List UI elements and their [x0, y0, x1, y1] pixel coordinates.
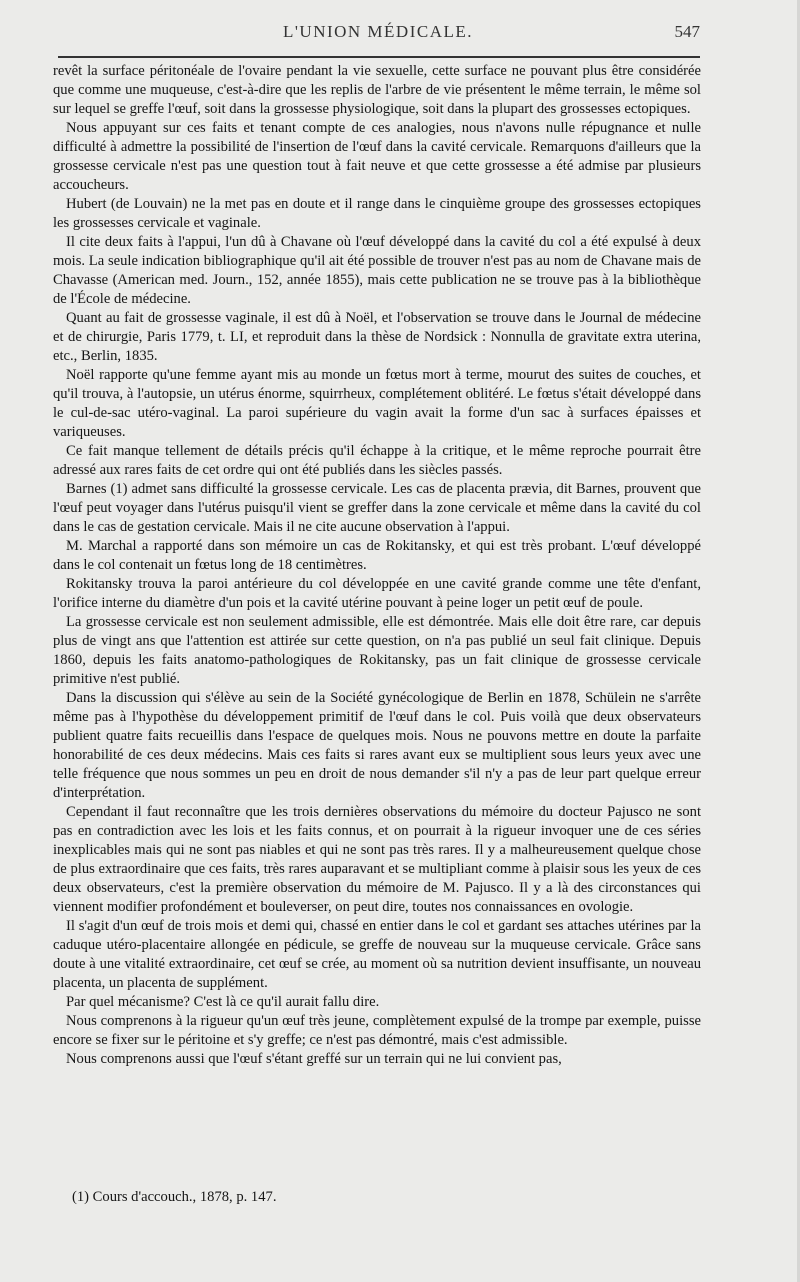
paragraph: Cependant il faut reconnaître que les trois dernières observations du mémoire du docteur Pajusco ne sont pas en contradiction avec les lois et les faits connus, et on pourrait à la rigueur invoquer une de ces séries inexplicables mais qui ne sont pas niables et qui ne sont pas très rares. Il y a malheureusement quelque chose de plus extraordinaire que ces faits, très rares auparavant et se multipliant comme à plaisir sous les yeux de ces deux observateurs, c'est la première observation du mémoire de M. Pajusco. Il y a là des circonstances qui viennent modifier profondément et bouleverser, on peut dire, toutes nos connaissances en ovologie. — [53, 804, 701, 915]
paragraph: revêt la surface péritonéale de l'ovaire pendant la vie sexuelle, cette surface ne pouvant plus être considérée que comme une muqueuse, c'est-à-dire que les replis de l'arbre de vie présentent le même terrain, le même sol sur lequel se greffe l'œuf, soit dans la grossesse physiologique, soit dans la plupart des grossesses ectopiques. — [53, 63, 701, 117]
paragraph: Il s'agit d'un œuf de trois mois et demi qui, chassé en entier dans le col et gardant ses attaches utérines par la caduque utéro-placentaire allongée en pédicule, se greffe de nouveau sur la muqueuse cervicale. Grâce sans doute à une vitalité extraordinaire, cet œuf se crée, au moment où sa nutrition devient insuffisante, un nouveau placenta, un placenta de supplément. — [53, 918, 701, 991]
paragraph: Nous appuyant sur ces faits et tenant compte de ces analogies, nous n'avons nulle répugnance et nulle difficulté à admettre la possibilité de l'insertion de l'œuf dans la cavité cervicale. Remarquons d'ailleurs que la grossesse cervicale n'est pas une question tout à fait neuve et que cette grossesse a été admise par plusieurs accoucheurs. — [53, 120, 701, 193]
paragraph: Par quel mécanisme? C'est là ce qu'il aurait fallu dire. — [66, 994, 380, 1010]
page-number: 547 — [674, 22, 700, 41]
paragraph: Noël rapporte qu'une femme ayant mis au monde un fœtus mort à terme, mourut des suites de couches, et qu'il trouva, à l'autopsie, un utérus énorme, squirrheux, complétement oblitéré. Le fœtus s'était développé dans le cul-de-sac utéro-vaginal. La paroi supérieure du vagin avait la forme d'un sac à surfaces épaisses et variqueuses. — [53, 367, 701, 440]
body-text — [53, 62, 701, 1069]
header-rule — [58, 56, 700, 58]
footnote: (1) Cours d'accouch., 1878, p. 147. — [72, 1189, 277, 1205]
paragraph: Nous comprenons aussi que l'œuf s'étant greffé sur un terrain qui ne lui convient pas, — [66, 1051, 562, 1067]
paragraph: Ce fait manque tellement de détails précis qu'il échappe à la critique, et le même reproche pourrait être adressé aux rares faits de cet ordre qui ont été publiés dans les siècles passés. — [53, 443, 701, 478]
paragraph: Barnes (1) admet sans difficulté la grossesse cervicale. Les cas de placenta prævia, dit Barnes, prouvent que l'œuf peut voyager dans l'utérus puisqu'il vient se greffer dans la zone cervicale et même dans la cavité du col dans le cas de gestation cervicale. Mais il ne cite aucune observation à l'appui. — [53, 481, 701, 535]
paragraph: Nous comprenons à la rigueur qu'un œuf très jeune, complètement expulsé de la trompe par exemple, puisse encore se fixer sur le péritoine et s'y greffe; ce n'est pas démontré, mais c'est admissible. — [53, 1013, 701, 1048]
paragraph: M. Marchal a rapporté dans son mémoire un cas de Rokitansky, et qui est très probant. L'œuf développé dans le col contenait un fœtus long de 18 centimètres. — [53, 538, 701, 573]
paragraph: La grossesse cervicale est non seulement admissible, elle est démontrée. Mais elle doit être rare, car depuis plus de vingt ans que l'attention est attirée sur cette question, on n'a pas publié un seul fait clinique. Depuis 1860, depuis les faits anatomo-pathologiques de Rokitansky, pas un fait clinique de grossesse cervicale primitive n'est publié. — [53, 614, 701, 687]
page-header — [52, 18, 704, 48]
paragraph: Il cite deux faits à l'appui, l'un dû à Chavane où l'œuf développé dans la cavité du col a été expulsé à deux mois. La seule indication bibliographique qu'il ait été possible de trouver n'est pas au nom de Chavane mais de Chavasse (American med. Journ., 152, année 1855), mais cette publication ne se trouve pas à la bibliothèque de l'École de médecine. — [53, 234, 701, 307]
running-title: L'UNION MÉDICALE. — [282, 22, 474, 41]
paragraph: Rokitansky trouva la paroi antérieure du col développée en une cavité grande comme une tête d'enfant, l'orifice interne du diamètre d'un pois et la cavité utérine pouvant à peine loger un petit œuf de poule. — [53, 576, 701, 611]
paragraph: Dans la discussion qui s'élève au sein de la Société gynécologique de Berlin en 1878, Schülein ne s'arrête même pas à l'hypothèse du développement primitif de l'œuf dans le col. Puis voilà que deux observateurs publient quatre faits recueillis dans l'espace de quelques mois. Nous ne pouvons mettre en doute la parfaite honorabilité de ces deux médecins. Mais ces faits si rares avant eux se multiplient sous leurs yeux avec une telle fréquence que nous sommes un peu en droit de nous demander s'il n'y a pas de leur part quelque erreur d'interprétation. — [53, 690, 701, 801]
paragraph: Quant au fait de grossesse vaginale, il est dû à Noël, et l'observation se trouve dans le Journal de médecine et de chirurgie, Paris 1779, t. LI, et reproduit dans la thèse de Nordsick : Nonnulla de gravitate extra uterina, etc., Berlin, 1835. — [53, 310, 701, 364]
paragraph: Hubert (de Louvain) ne la met pas en doute et il range dans le cinquième groupe des grossesses ectopiques les grossesses cervicale et vaginale. — [53, 196, 701, 231]
